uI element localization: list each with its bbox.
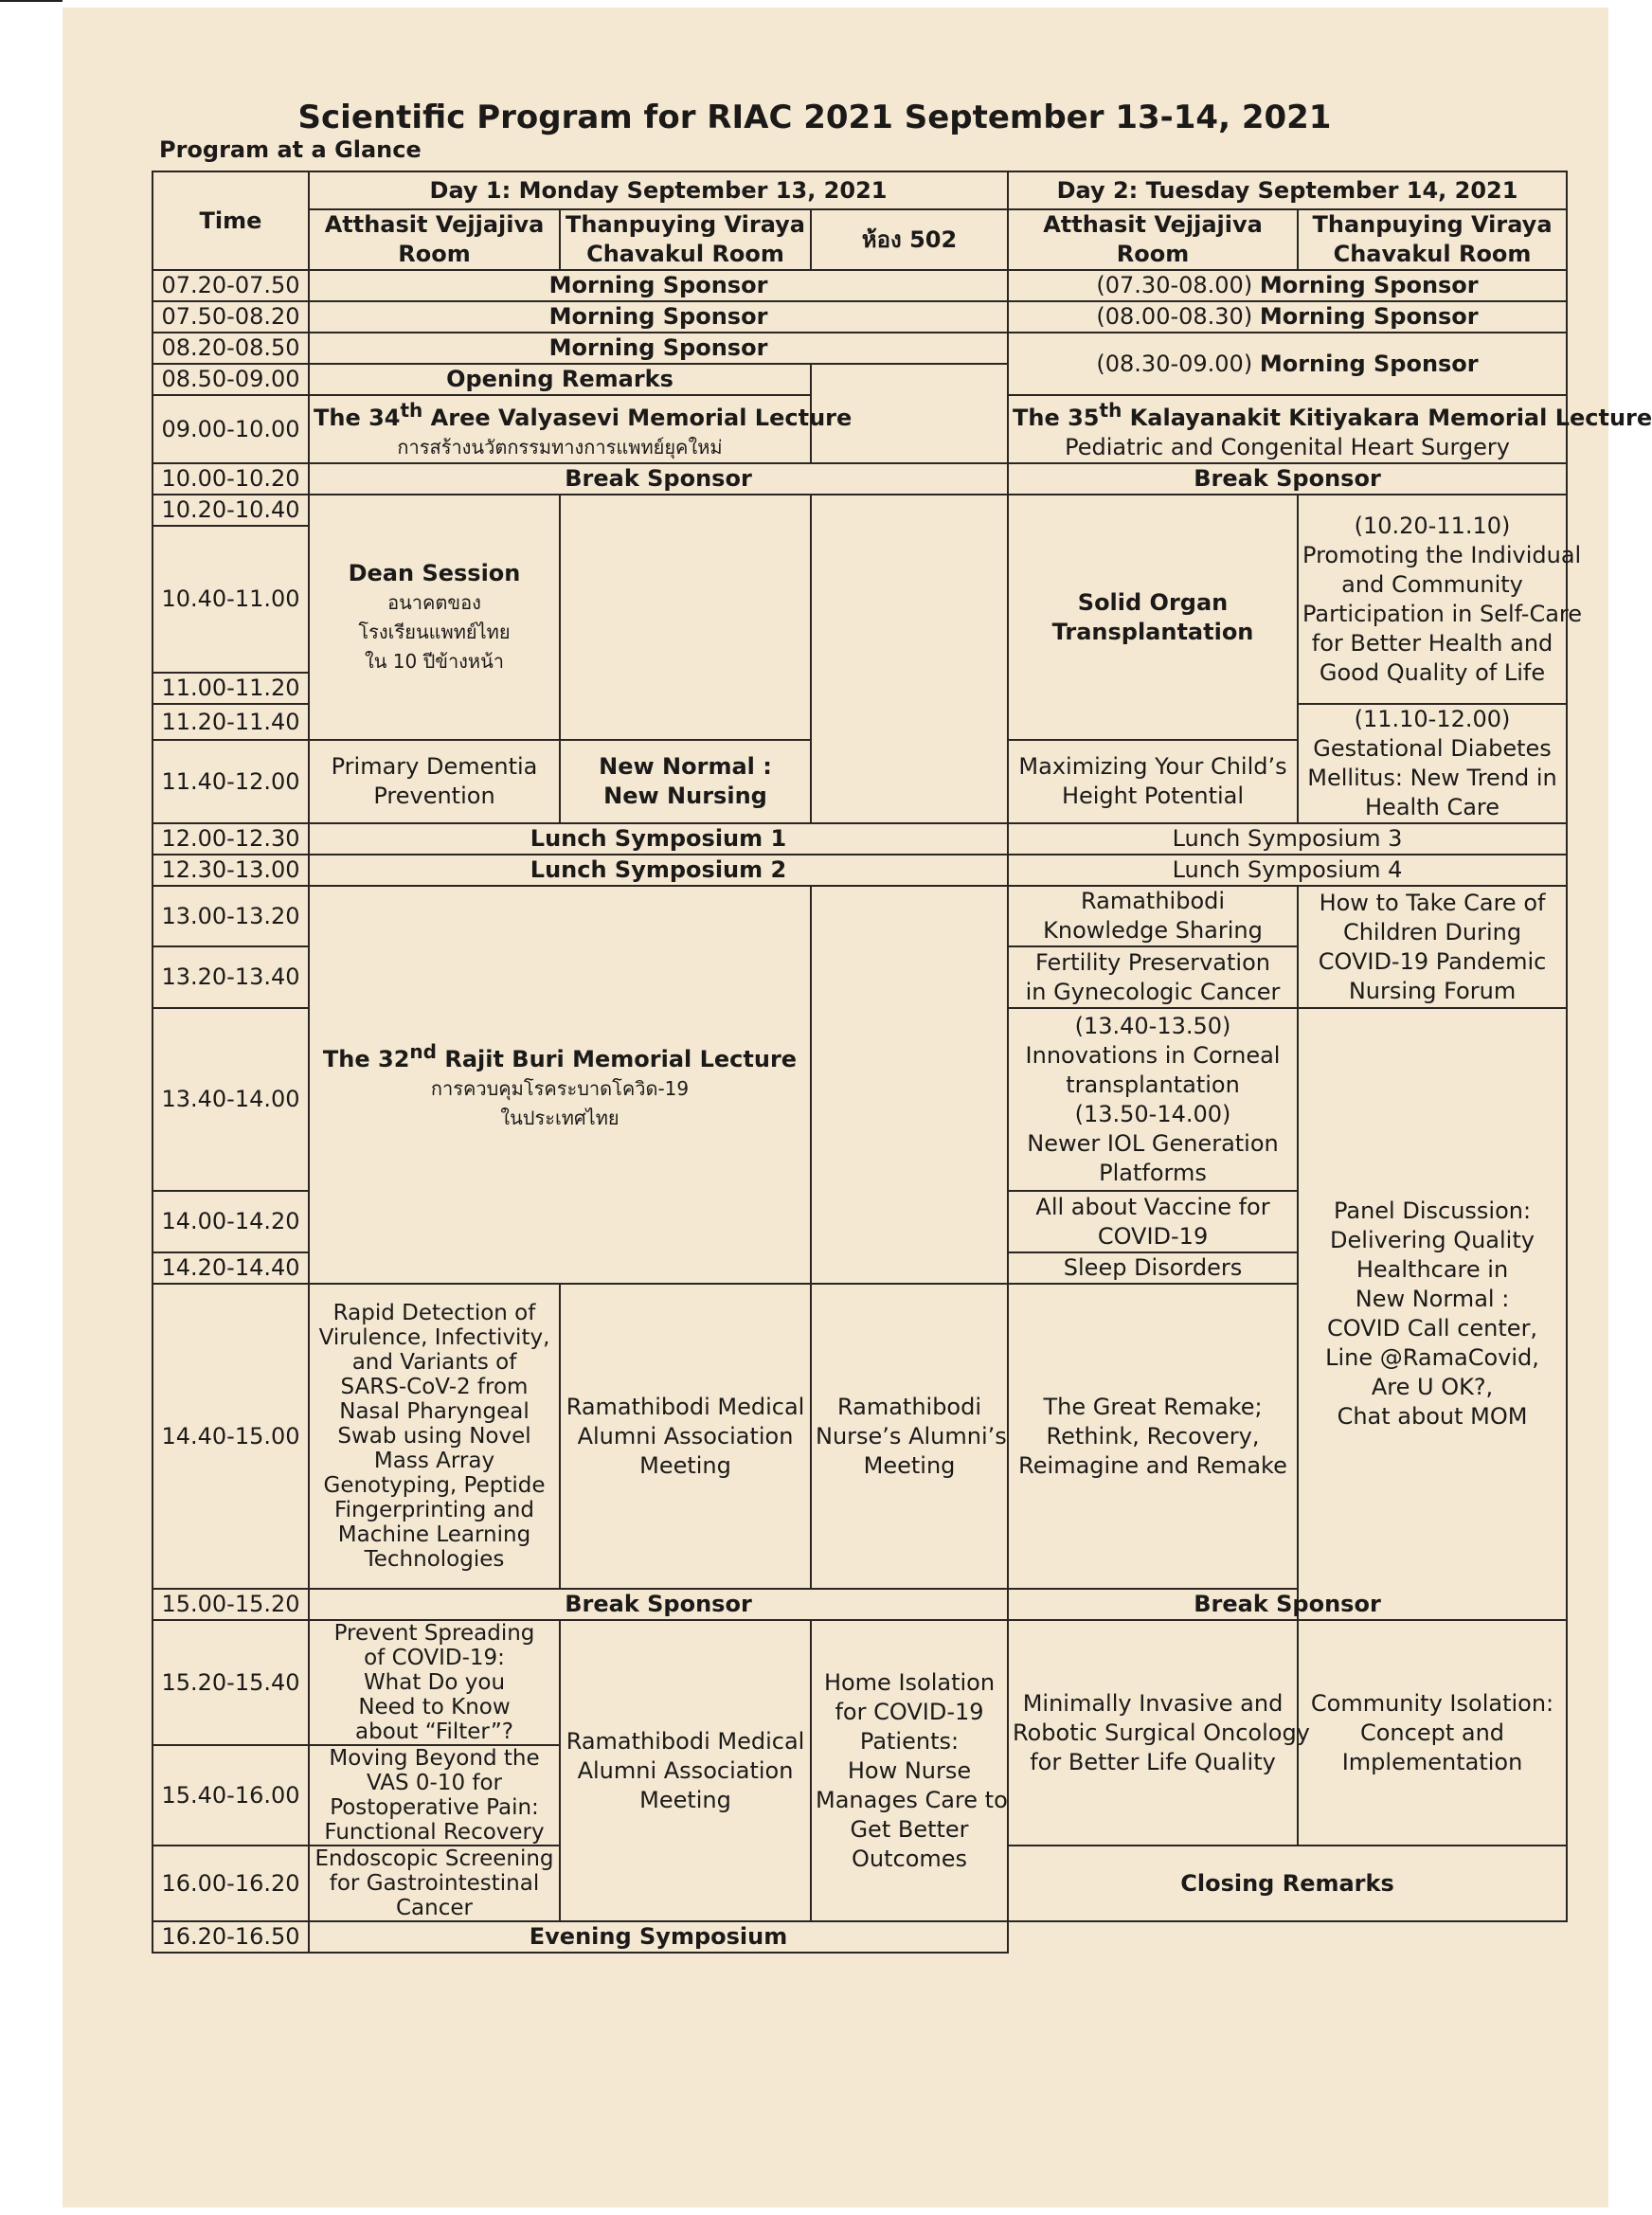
text-line: for Better Health and	[1311, 629, 1553, 657]
text-line: The Great Remake;	[1043, 1393, 1263, 1420]
text-line: SARS-CoV-2 from	[340, 1375, 529, 1399]
text-line: Promoting the Individual	[1302, 541, 1582, 568]
day1-home-isolation	[811, 1620, 1008, 1921]
text-line: Rethink, Recovery,	[1046, 1422, 1260, 1450]
text-line: Innovations in Corneal	[1025, 1041, 1281, 1069]
day2-vaccine	[1008, 1191, 1298, 1252]
text-line: How to Take Care of	[1319, 889, 1546, 916]
day2-height-potential	[1008, 740, 1298, 823]
text-line: Transplantation	[1051, 618, 1254, 645]
text-line: and Community	[1341, 570, 1523, 598]
time-slot: 10.00-10.20	[153, 463, 309, 495]
day1-morning-sponsor-3: Morning Sponsor	[309, 333, 1008, 364]
text-line: Chavakul Room	[1333, 241, 1532, 267]
day1-rajit-lecture: The 32nd Rajit Buri Memorial Lecture การควบคุมโรคระบาดโควิด-19 ในประเทศไทย	[309, 886, 811, 1284]
text-line: Endoscopic Screening	[314, 1846, 554, 1871]
day1-aree-lecture: The 34th Aree Valyasevi Memorial Lecture การสร้างนวัตกรรมทางการแพทย์ยุคใหม่	[309, 395, 811, 463]
text-line: Knowledge Sharing	[1043, 917, 1263, 944]
text-line: Concept and	[1359, 1719, 1505, 1746]
time-slot: 14.20-14.40	[153, 1252, 309, 1284]
text-line: Functional Recovery	[324, 1820, 545, 1845]
text-line: Chat about MOM	[1337, 1403, 1528, 1430]
text-line: about “Filter”?	[355, 1720, 513, 1744]
text-line: Line @RamaCovid,	[1325, 1344, 1539, 1371]
text-line: Mass Array	[373, 1449, 495, 1473]
day2-break-sponsor-1: Break Sponsor	[1008, 463, 1567, 495]
text-line: Manages Care to	[816, 1786, 1008, 1813]
day2-knowledge-sharing	[1008, 886, 1298, 946]
day1-evening-symposium: Evening Symposium	[309, 1921, 1008, 1953]
text-line: Need to Know	[358, 1695, 511, 1720]
day2-self-care	[1298, 495, 1583, 704]
day1-morning-sponsor-2: Morning Sponsor	[309, 301, 1008, 333]
text-line: Robotic Surgical Oncology	[1013, 1719, 1310, 1746]
time-slot: 15.00-15.20	[153, 1589, 309, 1620]
text-line: Are U OK?,	[1371, 1374, 1494, 1400]
text-line: (11.10-12.00)	[1354, 706, 1511, 732]
text-line: Thanpuying Viraya	[565, 211, 805, 238]
day2-header: Day 2: Tuesday September 14, 2021	[1008, 171, 1567, 209]
text-line: Ramathibodi	[836, 1393, 982, 1420]
day1-moving-beyond-vas	[309, 1745, 560, 1846]
text-line: How Nurse	[847, 1756, 972, 1784]
text-line: Virulence, Infectivity,	[318, 1325, 550, 1350]
text-line: Alumni Association	[577, 1422, 794, 1450]
text-line: Nursing Forum	[1348, 977, 1517, 1004]
time-slot: 16.00-16.20	[153, 1846, 309, 1921]
time-slot: 13.40-14.00	[153, 1008, 309, 1191]
day1-room-thanpuying	[560, 209, 811, 270]
day2-sleep-disorders: Sleep Disorders	[1008, 1252, 1298, 1284]
text-line: Health Care	[1365, 794, 1500, 820]
day1-break-sponsor-2: Break Sponsor	[309, 1589, 1008, 1620]
text-line: for Gastrointestinal	[329, 1871, 540, 1896]
text-line: Meeting	[639, 1786, 731, 1813]
time-slot: 09.00-10.00	[153, 395, 309, 463]
text-line: Delivering Quality	[1330, 1227, 1535, 1253]
program-table	[152, 171, 1652, 1954]
text-line: Cancer	[396, 1896, 473, 1920]
day2-morning-sponsor-3: (08.30-09.00) Morning Sponsor	[1008, 333, 1567, 395]
time-slot: 07.50-08.20	[153, 301, 309, 333]
day2-room-atthasit	[1008, 209, 1298, 270]
scan-edge-line	[0, 0, 63, 2]
day1-room502-empty-2	[811, 495, 1008, 823]
text-line: Panel Discussion:	[1333, 1198, 1532, 1224]
text-line: Mellitus: New Trend in	[1307, 765, 1557, 791]
time-header: Time	[153, 171, 309, 270]
text-line: Outcomes	[851, 1845, 968, 1872]
day2-great-remake	[1008, 1284, 1298, 1589]
day1-endoscopic-screening	[309, 1846, 560, 1921]
day1-thanpuying-empty	[560, 495, 811, 740]
time-slot: 16.20-16.50	[153, 1921, 309, 1953]
time-slot: 14.40-15.00	[153, 1284, 309, 1589]
day1-header: Day 1: Monday September 13, 2021	[309, 171, 1008, 209]
text-line: Room	[1116, 241, 1190, 267]
text-line: Fingerprinting and	[334, 1498, 534, 1522]
time-slot: 11.20-11.40	[153, 704, 309, 740]
day1-room-502: ห้อง 502	[811, 209, 1008, 270]
time-slot: 10.40-11.00	[153, 526, 309, 673]
text-line: (13.40-13.50)	[1074, 1012, 1231, 1039]
text-line: Ramathibodi Medical	[566, 1393, 805, 1420]
text-line: Participation in Self-Care	[1302, 600, 1583, 627]
day1-lunch-symposium-1: Lunch Symposium 1	[309, 823, 1008, 855]
text-line: Height Potential	[1061, 783, 1245, 810]
text-line: Minimally Invasive and	[1022, 1689, 1284, 1717]
text-line: Atthasit Vejjajiva	[324, 211, 545, 238]
time-slot: 13.20-13.40	[153, 946, 309, 1008]
text-line: Fertility Preservation	[1035, 948, 1270, 976]
day2-morning-sponsor-2: (08.00-08.30) Morning Sponsor	[1008, 301, 1567, 333]
day1-room-atthasit	[309, 209, 560, 270]
day2-lunch-symposium-3: Lunch Symposium 3	[1008, 823, 1567, 855]
text-line: All about Vaccine for	[1035, 1193, 1270, 1220]
day2-end-blank	[1008, 1921, 1567, 1953]
day1-opening-remarks: Opening Remarks	[309, 364, 811, 395]
text-line: Moving Beyond the	[329, 1746, 540, 1771]
day2-robotic-surgery	[1008, 1620, 1310, 1846]
text-line: Platforms	[1099, 1159, 1207, 1186]
day1-dean-session: Dean Session อนาคตของ โรงเรียนแพทย์ไทย ใน 10 ปีข้างหน้า	[309, 495, 560, 740]
text-line: Patients:	[859, 1727, 960, 1755]
text-line: Implementation	[1341, 1748, 1523, 1775]
time-slot: 13.00-13.20	[153, 886, 309, 946]
text-line: Gestational Diabetes	[1313, 735, 1552, 762]
text-line: Get Better	[850, 1815, 969, 1843]
text-line: Prevention	[373, 783, 495, 810]
text-line: Swab using Novel	[337, 1424, 531, 1449]
day2-children-covid	[1298, 886, 1567, 1008]
day2-corneal-iol	[1008, 1008, 1298, 1191]
text-line: of COVID-19:	[364, 1646, 505, 1670]
text-line: Solid Organ	[1077, 588, 1229, 616]
text-line: COVID-19	[1097, 1222, 1209, 1250]
text-line: Genotyping, Peptide	[323, 1473, 546, 1498]
text-line: Community Isolation:	[1310, 1689, 1554, 1717]
day2-solid-organ	[1008, 495, 1298, 740]
text-line: Room	[398, 241, 471, 267]
text-line: Thanpuying Viraya	[1312, 211, 1553, 238]
document-title: Scientific Program for RIAC 2021 September 13-14, 2021	[297, 99, 1332, 136]
text-line: Reimagine and Remake	[1018, 1451, 1287, 1479]
text-line: Primary Dementia	[331, 753, 538, 781]
text-line: Prevent Spreading	[333, 1621, 535, 1646]
time-slot: 07.20-07.50	[153, 270, 309, 301]
day2-closing-remarks: Closing Remarks	[1008, 1846, 1567, 1921]
text-line: Ramathibodi Medical	[566, 1727, 805, 1755]
text-line: Maximizing Your Child’s	[1018, 753, 1287, 781]
day1-primary-dementia	[309, 740, 560, 823]
text-line: Children During	[1342, 918, 1522, 945]
text-line: Ramathibodi	[1080, 888, 1226, 914]
text-line: COVID-19 Pandemic	[1318, 947, 1547, 975]
day2-community-isolation	[1298, 1620, 1567, 1846]
day1-lunch-symposium-2: Lunch Symposium 2	[309, 855, 1008, 886]
text-line: Technologies	[364, 1547, 505, 1572]
text-line: New Normal :	[1355, 1286, 1510, 1312]
day2-lunch-symposium-4: Lunch Symposium 4	[1008, 855, 1567, 886]
text-line: for COVID-19	[835, 1698, 984, 1725]
text-line: Chavakul Room	[586, 241, 784, 267]
time-slot: 10.20-10.40	[153, 495, 309, 526]
document-subtitle: Program at a Glance	[159, 136, 422, 163]
text-line: Postoperative Pain:	[330, 1795, 539, 1820]
text-line: (13.50-14.00)	[1074, 1100, 1231, 1127]
time-slot: 15.40-16.00	[153, 1745, 309, 1846]
text-line: Alumni Association	[577, 1756, 794, 1784]
text-line: and Variants of	[351, 1350, 517, 1375]
text-line: Healthcare in	[1356, 1256, 1509, 1283]
text-line: transplantation	[1066, 1071, 1240, 1098]
day2-fertility-preservation	[1008, 946, 1298, 1008]
text-line: Good Quality of Life	[1319, 658, 1546, 686]
time-slot: 12.00-12.30	[153, 823, 309, 855]
day2-panel-discussion	[1298, 1008, 1567, 1620]
day2-morning-sponsor-1: (07.30-08.00) Morning Sponsor	[1008, 270, 1567, 301]
day1-prevent-spreading	[309, 1620, 560, 1745]
day2-room-thanpuying	[1298, 209, 1567, 270]
day2-kalayanakit-lecture: The 35th Kalayanakit Kitiyakara Memorial Lecture Pediatric and Congenital Heart Surgery	[1008, 395, 1567, 463]
text-line: for Better Life Quality	[1030, 1748, 1276, 1775]
text-line: Atthasit Vejjajiva	[1043, 211, 1263, 238]
text-line: Rapid Detection of	[332, 1301, 536, 1325]
text-line: (10.20-11.10)	[1354, 512, 1511, 539]
day1-new-normal-nursing	[560, 740, 811, 823]
day1-rapid-detection	[309, 1284, 560, 1589]
time-slot: 14.00-14.20	[153, 1191, 309, 1252]
text-line: Meeting	[639, 1451, 731, 1479]
text-line: in Gynecologic Cancer	[1025, 978, 1281, 1005]
time-slot: 08.50-09.00	[153, 364, 309, 395]
text-line: Meeting	[863, 1451, 956, 1479]
time-slot: 08.20-08.50	[153, 333, 309, 364]
day1-room502-empty-3	[811, 886, 1008, 1284]
time-slot: 11.40-12.00	[153, 740, 309, 823]
day2-gestational-diabetes	[1298, 704, 1567, 823]
text-line: Home Isolation	[823, 1668, 996, 1696]
day1-alumni-meeting-2	[560, 1620, 811, 1921]
text-line: Machine Learning	[337, 1522, 531, 1547]
time-slot: 11.00-11.20	[153, 673, 309, 704]
day1-nurse-alumni	[811, 1284, 1008, 1589]
text-line: New Normal :	[599, 753, 772, 781]
text-line: VAS 0-10 for	[366, 1771, 503, 1795]
day1-alumni-meeting	[560, 1284, 811, 1589]
text-line: Nasal Pharyngeal	[339, 1399, 530, 1424]
text-line: COVID Call center,	[1326, 1315, 1538, 1342]
day1-break-sponsor-1: Break Sponsor	[309, 463, 1008, 495]
day2-break-sponsor-2: Break Sponsor	[1008, 1589, 1567, 1620]
text-line: New Nursing	[603, 783, 767, 810]
text-line: Nurse’s Alumni’s	[816, 1422, 1007, 1450]
day1-morning-sponsor-1: Morning Sponsor	[309, 270, 1008, 301]
time-slot: 12.30-13.00	[153, 855, 309, 886]
time-slot: 15.20-15.40	[153, 1620, 309, 1745]
text-line: Newer IOL Generation	[1027, 1129, 1279, 1157]
text-line: What Do you	[363, 1670, 506, 1695]
